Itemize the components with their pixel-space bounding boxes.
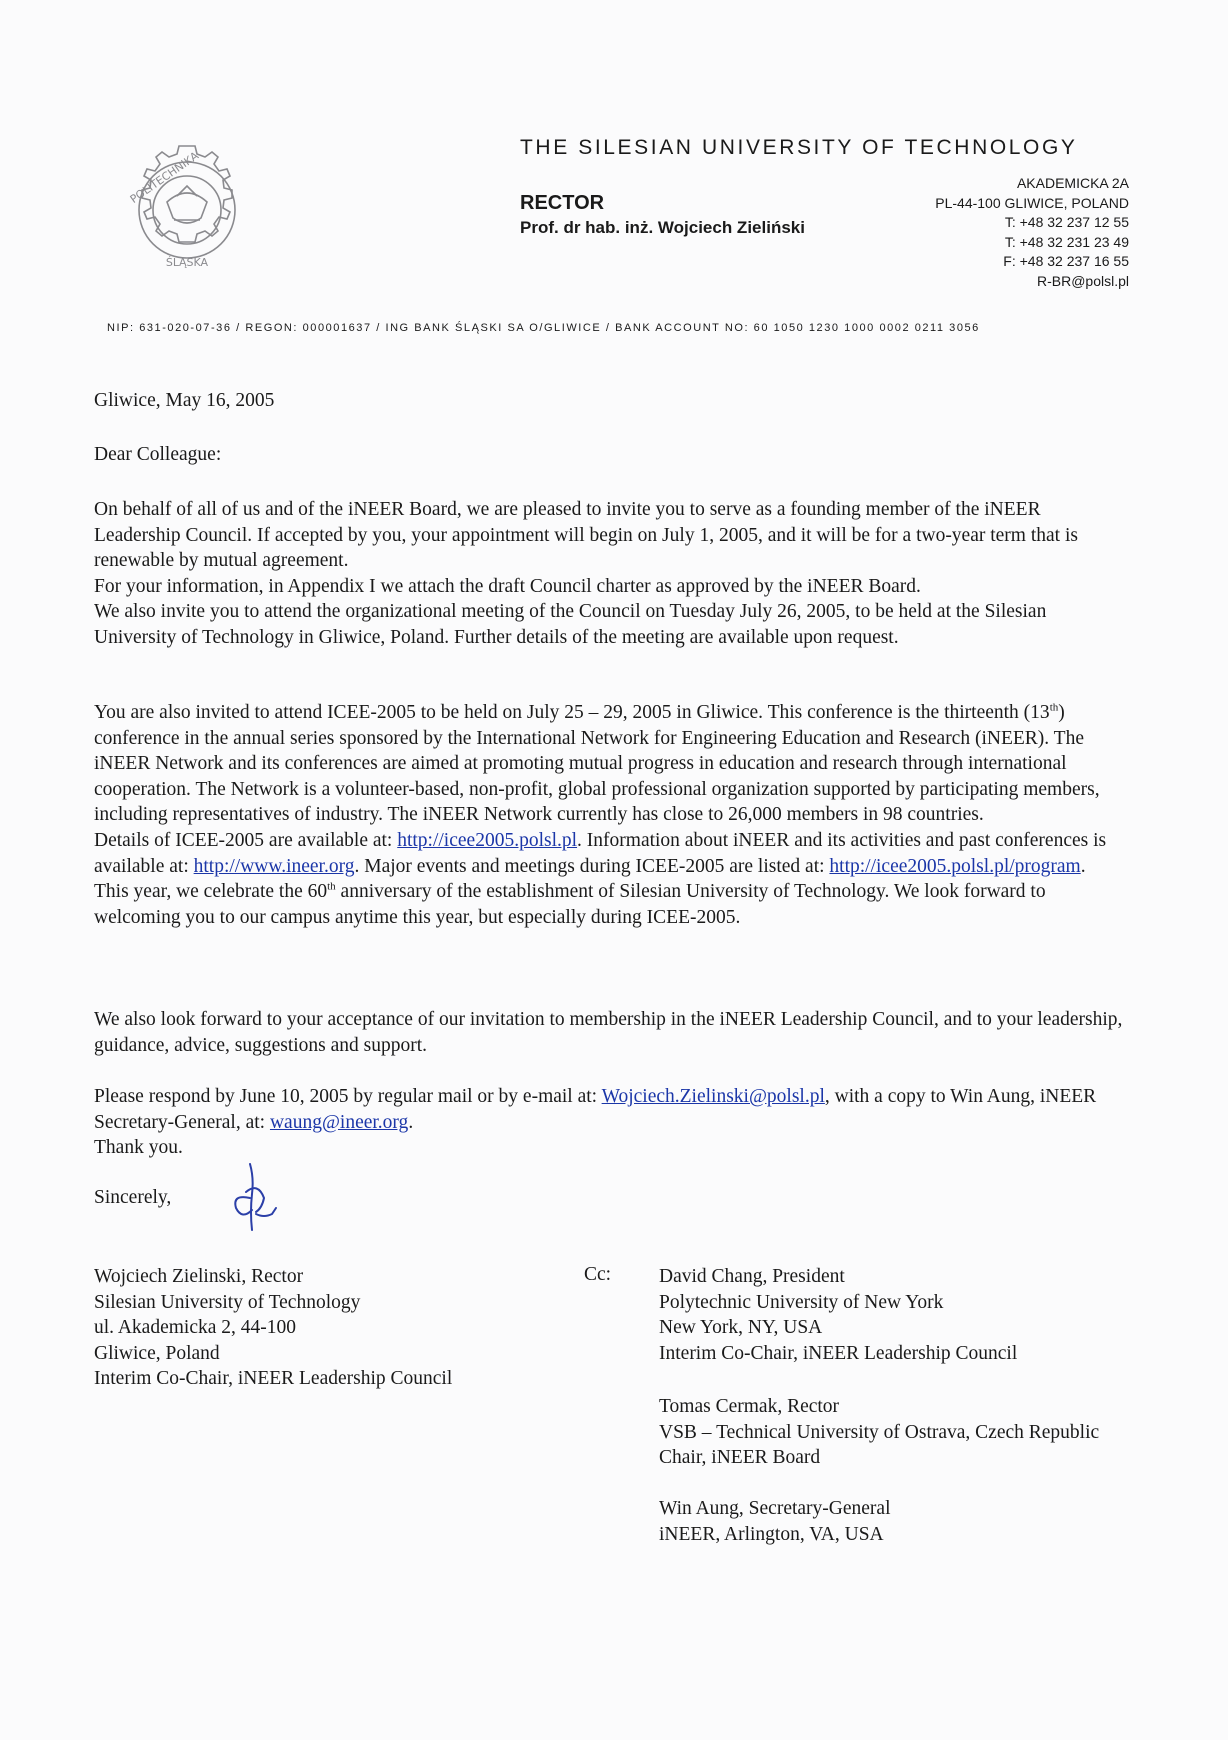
cc-recipient: Win Aung, Secretary-General iNEER, Arlington, VA, USA xyxy=(659,1498,891,1545)
paragraph-text: Details of ICEE-2005 are available at: http://icee2005.polsl.pl. Information about iNEER and its activities and past conferences is available at: http://www.ineer.org. Major events and meetings during ICEE-2005 are listed at: http://icee2005.polsl.pl/program. This year, we celebrate the 60th anniversary of the establishment of Silesian University of Technology. We look forward to welcoming you to our campus anytime this year, but especially during ICEE-2005. xyxy=(94,829,1107,928)
phone-line: T: +48 32 231 23 49 xyxy=(1004,233,1129,250)
paragraph-acceptance: We also look forward to your acceptance of our invitation to membership in the iNEER Leadership Council, and to your leadership, guidance, advice, suggestions and support. xyxy=(94,1009,1123,1056)
email-line: R-BR@polsl.pl xyxy=(1036,272,1129,289)
signer-block: Wojciech Zielinski, Rector Silesian University of Technology ul. Akademicka 2, 44-100 Gliwice, Poland Interim Co-Chair, iNEER Leadership Council xyxy=(94,1266,453,1390)
handwritten-signature xyxy=(220,1160,290,1240)
paragraph-conference xyxy=(94,700,1124,930)
paragraph-respond: Please respond by June 10, 2005 by regular mail or by e-mail at: Wojciech.Zielinski@polsl.pl, with a copy to Win Aung, iNEER Secretary-General, at: waung@ineer.org. Thank you. xyxy=(94,1084,1124,1161)
svg-text:ŚLĄSKA: ŚLĄSKA xyxy=(165,256,209,269)
address-line: AKADEMICKA 2A xyxy=(1016,175,1129,191)
fax-line: F: +48 32 237 16 55 xyxy=(1003,253,1129,269)
icee2005-link[interactable]: http://icee2005.polsl.pl xyxy=(397,829,578,851)
cc-recipient: David Chang, President Polytechnic University of New York New York, NY, USA Interim Co-Chair, iNEER Leadership Council xyxy=(659,1266,1018,1364)
cc-label: Cc: xyxy=(584,1264,612,1285)
university-seal-logo xyxy=(104,140,270,280)
thank-you: Thank you. xyxy=(94,1137,183,1159)
cc-recipient: Tomas Cermak, Rector VSB – Technical University of Ostrava, Czech Republic Chair, iNEER Board xyxy=(659,1396,1100,1469)
university-address xyxy=(935,174,1129,291)
phone-line: T: +48 32 237 12 55 xyxy=(1004,214,1129,230)
rector-title: RECTOR xyxy=(520,192,605,214)
greeting: Dear Colleague: xyxy=(94,444,222,465)
paragraph-line: On behalf of all of us and of the iNEER Board, we are pleased to invite you to serve as a founding member of the iNEER Leadership Council. If accepted by you, your appointment will begin on July 1, 2005, and it will be for a two-year term that is renewable by mutual agreement. xyxy=(94,499,1078,572)
registry-bank-info: NIP: 631-020-07-36 / REGON: 000001637 / ING BANK ŚLĄSKI SA O/GLIWICE / BANK ACCOUNT NO: 60 1050 1230 1000 0002 0211 3056 xyxy=(107,322,980,334)
zielinski-email-link[interactable]: Wojciech.Zielinski@polsl.pl xyxy=(601,1086,825,1107)
waung-email-link[interactable]: waung@ineer.org xyxy=(269,1111,409,1133)
university-name: THE SILESIAN UNIVERSITY OF TECHNOLOGY xyxy=(520,136,1078,159)
paragraph-invitation xyxy=(94,497,1124,651)
letter-date: Gliwice, May 16, 2005 xyxy=(94,390,275,411)
paragraph-line: For your information, in Appendix I we attach the draft Council charter as approved by the iNEER Board. xyxy=(94,575,921,597)
paragraph-text: You are also invited to attend ICEE-2005 to be held on July 25 – 29, 2005 in Gliwice. This conference is the thirteenth (13th) conference in the annual series sponsored by the International Network for Engineering Education and Research (iNEER). The iNEER Network and its conferences are aimed at promoting mutual progress in education and research through international cooperation. The Network is a volunteer-based, non-profit, global professional organization supported by participating members, including representatives of industry. The iNEER Network currently has close to 26,000 members in 98 countries. xyxy=(94,701,1100,826)
ineer-link[interactable]: http://www.ineer.org xyxy=(193,855,355,877)
address-line: PL-44-100 GLIWICE, POLAND xyxy=(935,194,1129,211)
svg-text:POLITECHNIKA: POLITECHNIKA xyxy=(127,149,201,207)
closing: Sincerely, xyxy=(94,1187,172,1208)
paragraph-line: We also invite you to attend the organizational meeting of the Council on Tuesday July 26, 2005, to be held at the Silesian University of Technology in Gliwice, Poland. Further details of the meeting are available upon request. xyxy=(94,601,1047,648)
icee2005-program-link[interactable]: http://icee2005.polsl.pl/program xyxy=(829,855,1081,877)
rector-name: Prof. dr hab. inż. Wojciech Zieliński xyxy=(520,218,805,237)
